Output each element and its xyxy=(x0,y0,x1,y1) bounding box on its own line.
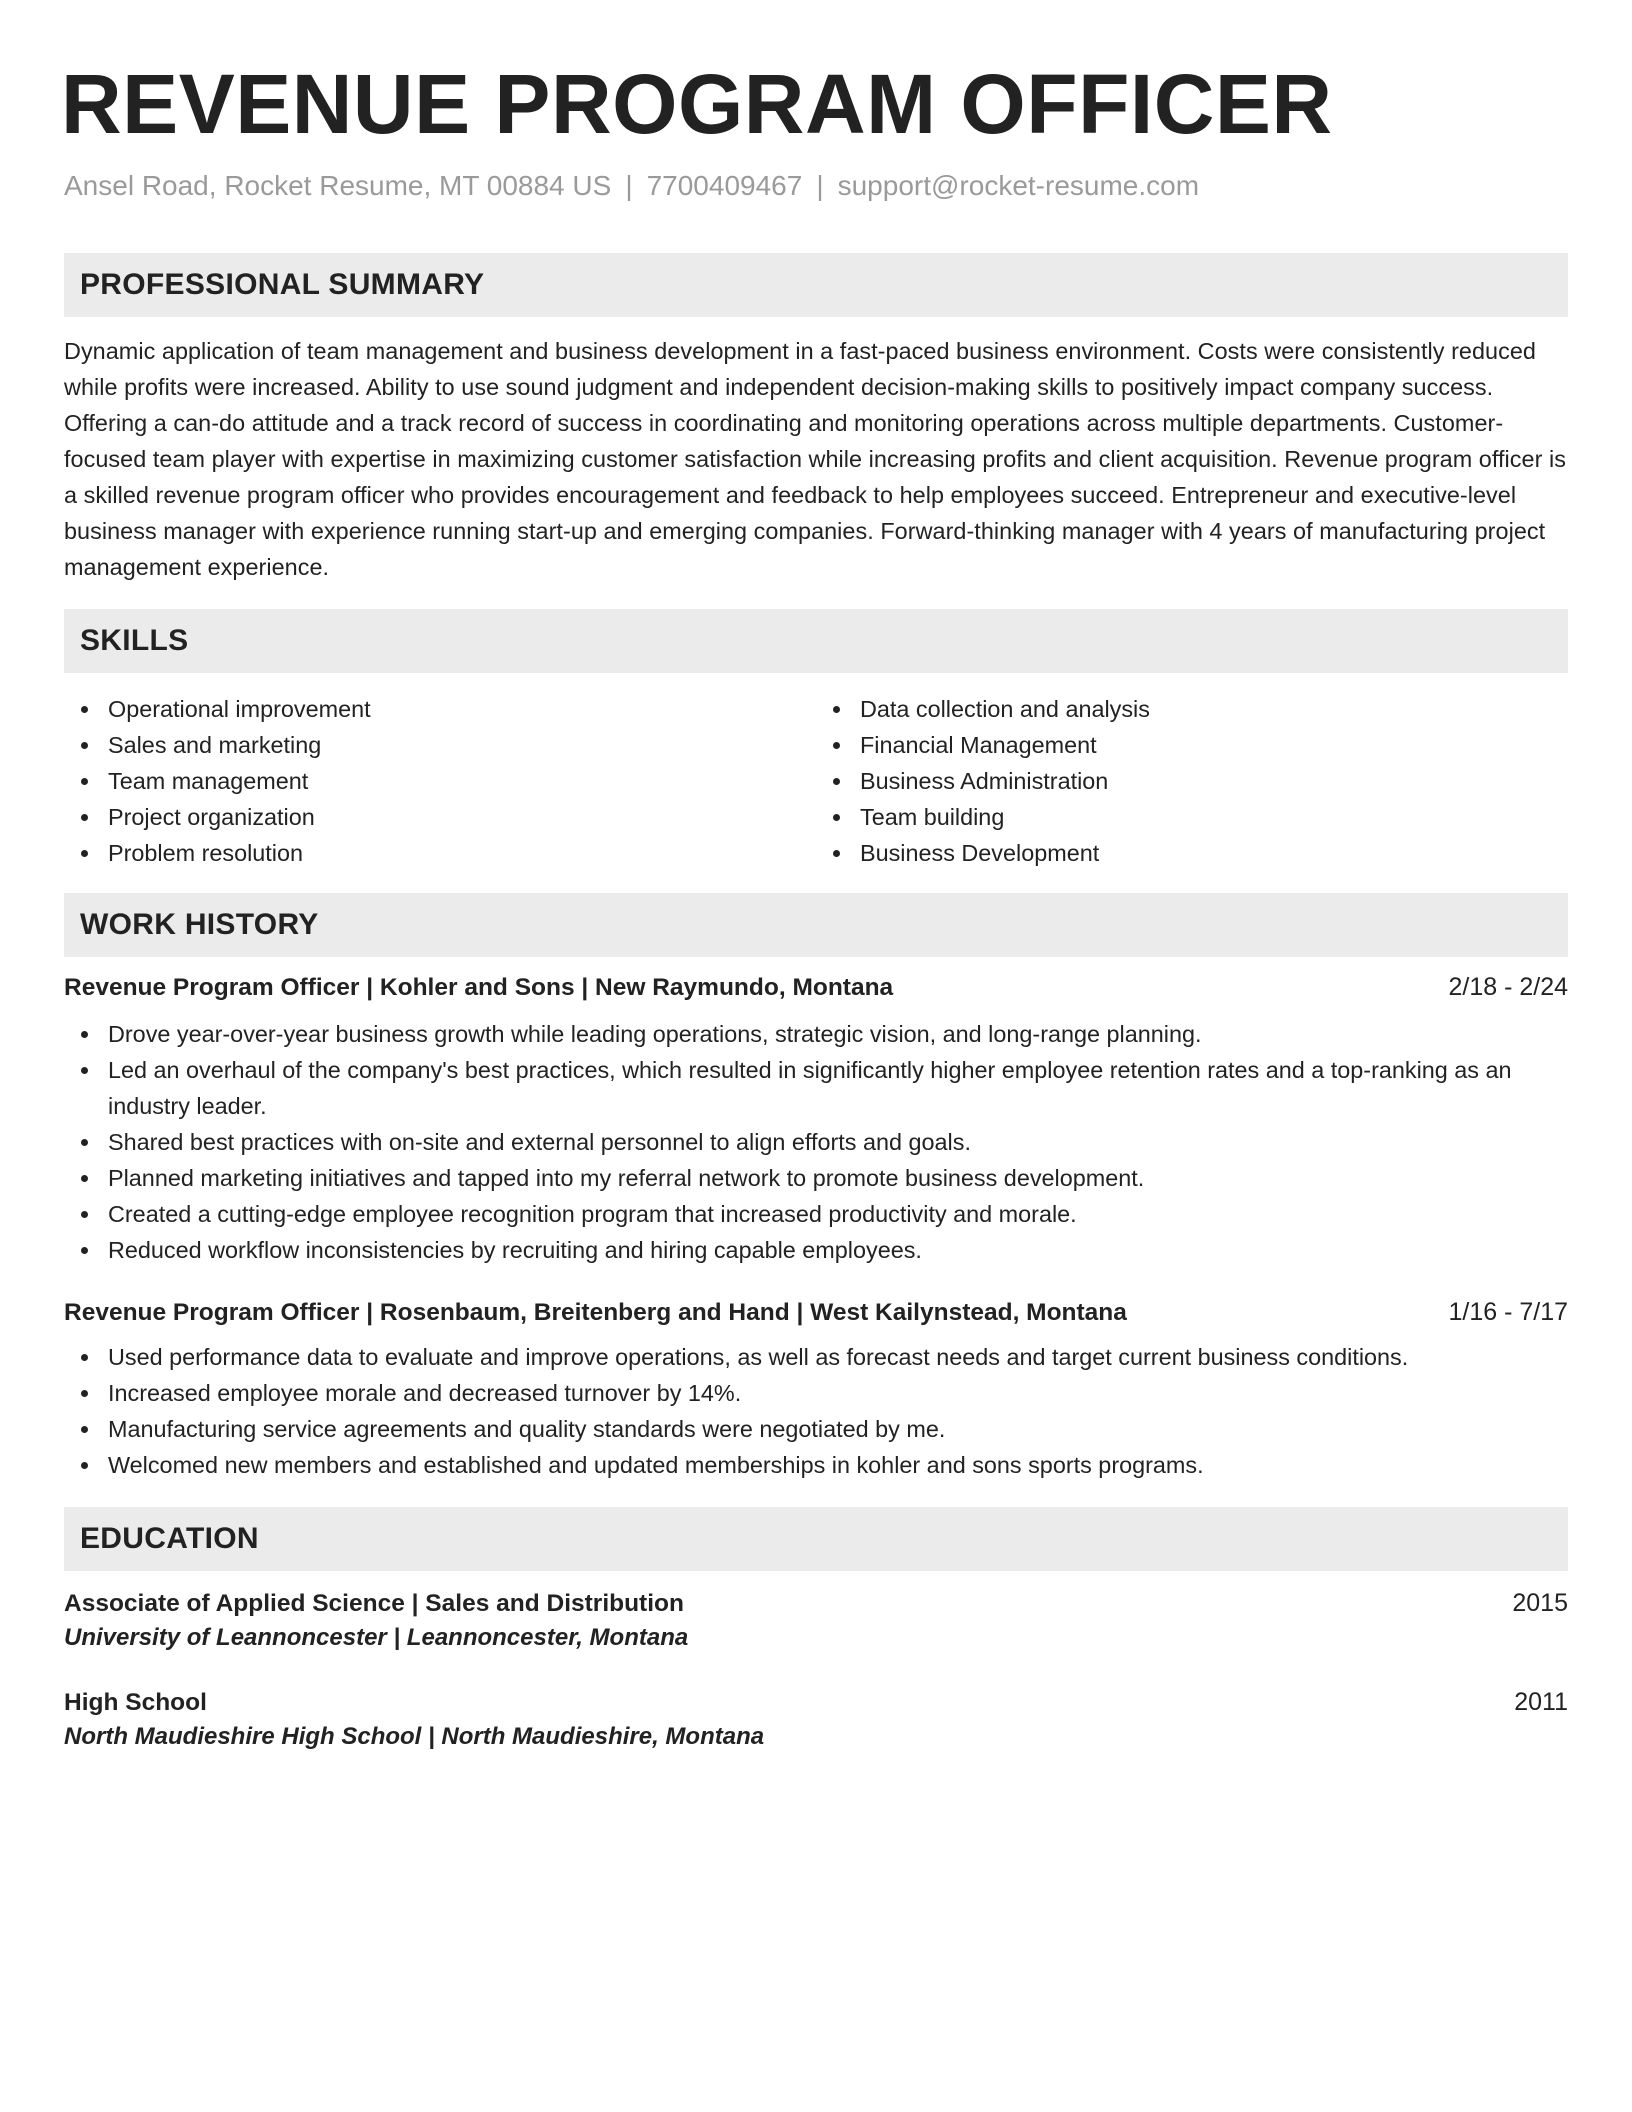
summary-text: Dynamic application of team management and business development in a fast-paced business environment. Costs were consistently reduced while profits were increased. Ability to use sound judgment and independent decision-making skills to positively impact company success. Offering a can-do attitude and a track record of success in coordinating and monitoring operations across multiple departments. Customer-focused team player with expertise in maximizing customer satisfaction while increasing profits and client acquisition. Revenue program officer is a skilled revenue program officer who provides encouragement and feedback to help employees succeed. Entrepreneur and executive-level business manager with experience running start-up and emerging companies. Forward-thinking manager with 4 years of manufacturing project management experience. xyxy=(64,338,1566,581)
job-bullets xyxy=(64,1339,1568,1483)
job-entry xyxy=(64,1298,1568,1483)
job-bullet: Reduced workflow inconsistencies by recruiting and hiring capable employees. xyxy=(64,1232,1568,1268)
job-bullets xyxy=(64,1016,1568,1268)
skill-item: Business Administration xyxy=(816,763,1568,799)
contact-line xyxy=(64,170,1568,202)
job-header xyxy=(64,1298,1568,1327)
skill-item: Team building xyxy=(816,799,1568,835)
job-title: Revenue Program Officer | Kohler and Sons | New Raymundo, Montana xyxy=(64,974,894,1002)
job-header xyxy=(64,973,1568,1002)
job-bullet: Drove year-over-year business growth while leading operations, strategic vision, and long-range planning. xyxy=(64,1016,1568,1052)
job-bullet: Manufacturing service agreements and quality standards were negotiated by me. xyxy=(64,1411,1568,1447)
job-bullet: Created a cutting-edge employee recognition program that increased productivity and morale. xyxy=(64,1196,1568,1232)
education-header xyxy=(64,1688,1568,1717)
contact-separator: | xyxy=(625,170,633,202)
job-title: Revenue Program Officer | Rosenbaum, Breitenberg and Hand | West Kailynstead, Montana xyxy=(64,1299,1127,1327)
skill-item: Financial Management xyxy=(816,727,1568,763)
job-dates: 1/16 - 7/17 xyxy=(1448,1298,1568,1327)
job-dates: 2/18 - 2/24 xyxy=(1448,973,1568,1002)
job-bullet: Increased employee morale and decreased turnover by 14%. xyxy=(64,1375,1568,1411)
skills-heading: SKILLS xyxy=(64,609,1568,673)
job-bullet: Planned marketing initiatives and tapped into my referral network to promote business development. xyxy=(64,1160,1568,1196)
contact-address: Ansel Road, Rocket Resume, MT 00884 US xyxy=(64,170,612,202)
skill-item: Operational improvement xyxy=(64,691,816,727)
education-entry xyxy=(64,1688,1568,1751)
education-header xyxy=(64,1589,1568,1618)
school-name: North Maudieshire High School | North Maudieshire, Montana xyxy=(64,1723,765,1751)
skills-list xyxy=(64,691,1568,871)
graduation-year: 2011 xyxy=(1514,1688,1568,1717)
job-bullet: Led an overhaul of the company's best practices, which resulted in significantly higher employee retention rates and a top-ranking as an industry leader. xyxy=(64,1052,1568,1124)
job-entry xyxy=(64,973,1568,1268)
skills-column-left xyxy=(64,691,816,871)
skill-item: Sales and marketing xyxy=(64,727,816,763)
skill-item: Data collection and analysis xyxy=(816,691,1568,727)
education-entry xyxy=(64,1589,1568,1652)
summary-heading: PROFESSIONAL SUMMARY xyxy=(64,253,1568,317)
job-bullet: Welcomed new members and established and updated memberships in kohler and sons sports programs. xyxy=(64,1447,1568,1483)
degree: High School xyxy=(64,1689,207,1717)
skills-column-right xyxy=(816,691,1568,871)
skill-item: Problem resolution xyxy=(64,835,816,871)
contact-email[interactable]: support@rocket-resume.com xyxy=(837,170,1200,202)
graduation-year: 2015 xyxy=(1512,1589,1568,1618)
job-bullet: Used performance data to evaluate and improve operations, as well as forecast needs and target current business conditions. xyxy=(64,1339,1568,1375)
candidate-name: REVENUE PROGRAM OFFICER xyxy=(61,57,1333,151)
skill-item: Business Development xyxy=(816,835,1568,871)
school-name: University of Leannoncester | Leannoncester, Montana xyxy=(64,1624,689,1652)
job-bullet: Shared best practices with on-site and external personnel to align efforts and goals. xyxy=(64,1124,1568,1160)
work-heading: WORK HISTORY xyxy=(64,893,1568,957)
contact-separator: | xyxy=(816,170,824,202)
skill-item: Team management xyxy=(64,763,816,799)
education-heading: EDUCATION xyxy=(64,1507,1568,1571)
degree: Associate of Applied Science | Sales and Distribution xyxy=(64,1590,684,1618)
skill-item: Project organization xyxy=(64,799,816,835)
contact-phone: 7700409467 xyxy=(646,170,803,202)
